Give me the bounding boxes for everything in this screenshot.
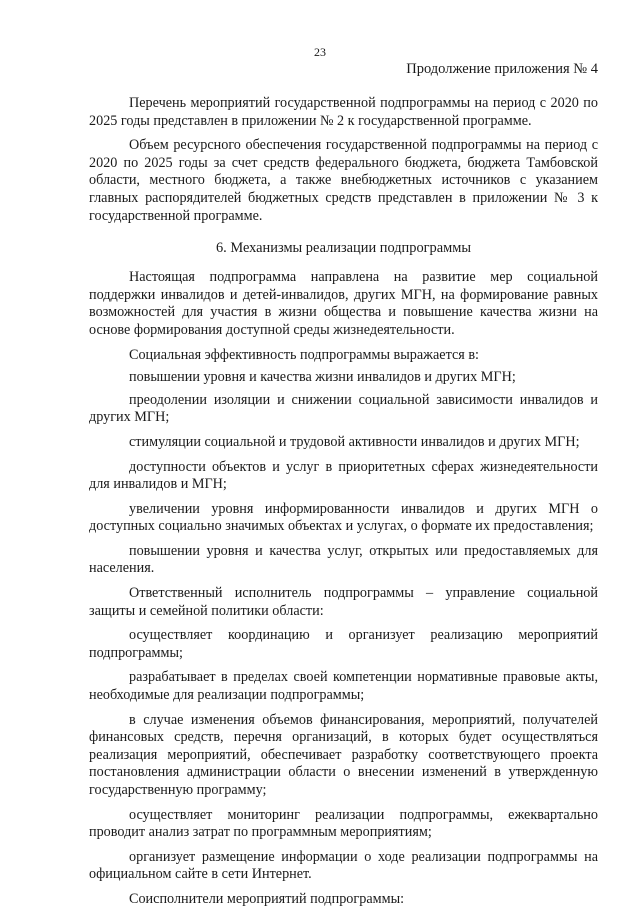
paragraph-program-activities: Перечень мероприятий государственной подпрограммы на период с 2020 по 2025 годы представлен в приложении № 2 к государственной программе. bbox=[89, 95, 598, 129]
list-item: разрабатывает в пределах своей компетенции нормативные правовые акты, необходимые для реализации подпрограммы; bbox=[89, 669, 598, 704]
paragraph-co-executors: Соисполнители мероприятий подпрограммы: bbox=[129, 890, 405, 907]
document-body bbox=[89, 95, 598, 916]
list-item: увеличении уровня информированности инвалидов и других МГН о доступных социально значимых объектах и услугах, о формате их предоставления; bbox=[89, 500, 598, 535]
list-item: осуществляет мониторинг реализации подпрограммы, ежеквартально проводит анализ затрат по программным мероприятиям; bbox=[89, 806, 598, 841]
list-item: осуществляет координацию и организует реализацию мероприятий подпрограммы; bbox=[89, 627, 598, 661]
list-item: стимуляции социальной и трудовой активности инвалидов и других МГН; bbox=[129, 433, 580, 450]
paragraph-subprogram-purpose: Настоящая подпрограмма направлена на развитие мер социальной поддержки инвалидов и детей-инвалидов, других МГН, на формирование равных возможностей для участия в жизни общества и повышение качества жизни на основе формирования доступной среды жизнедеятельности. bbox=[89, 269, 598, 338]
list-item: повышении уровня и качества жизни инвалидов и других МГН; bbox=[129, 369, 516, 386]
list-item: повышении уровня и качества услуг, открытых или предоставляемых для населения. bbox=[89, 542, 598, 577]
paragraph-resource-funding: Объем ресурсного обеспечения государственной подпрограммы на период с 2020 по 2025 годы за счет средств федерального бюджета, бюджета Тамбовской области, местного бюджета, а также внебюджетных источников с указанием главных распорядителей бюджетных средств представлен в приложении № 3 к государственной программе. bbox=[89, 137, 598, 224]
paragraph-responsible-executor: Ответственный исполнитель подпрограммы – управление социальной защиты и семейной политики области: bbox=[89, 585, 598, 619]
list-item: в случае изменения объемов финансирования, мероприятий, получателей финансовых средств, перечня организаций, в которых будет осуществляться реализация мероприятий, обеспечивает разработку соответствующего проекта постановления администрации области о внесении изменений в утвержденную государственную программу; bbox=[89, 711, 598, 798]
page-number: 23 bbox=[314, 45, 326, 59]
appendix-continuation-label: Продолжение приложения № 4 bbox=[406, 61, 598, 77]
list-item: организует размещение информации о ходе реализации подпрограммы на официальном сайте в сети Интернет. bbox=[89, 848, 598, 883]
paragraph-social-efficiency: Социальная эффективность подпрограммы выражается в: bbox=[129, 346, 479, 363]
list-item: доступности объектов и услуг в приоритетных сферах жизнедеятельности для инвалидов и МГН; bbox=[89, 458, 598, 493]
section-heading: 6. Механизмы реализации подпрограммы bbox=[215, 240, 472, 257]
list-item: преодолении изоляции и снижении социальной зависимости инвалидов и других МГН; bbox=[89, 391, 598, 426]
